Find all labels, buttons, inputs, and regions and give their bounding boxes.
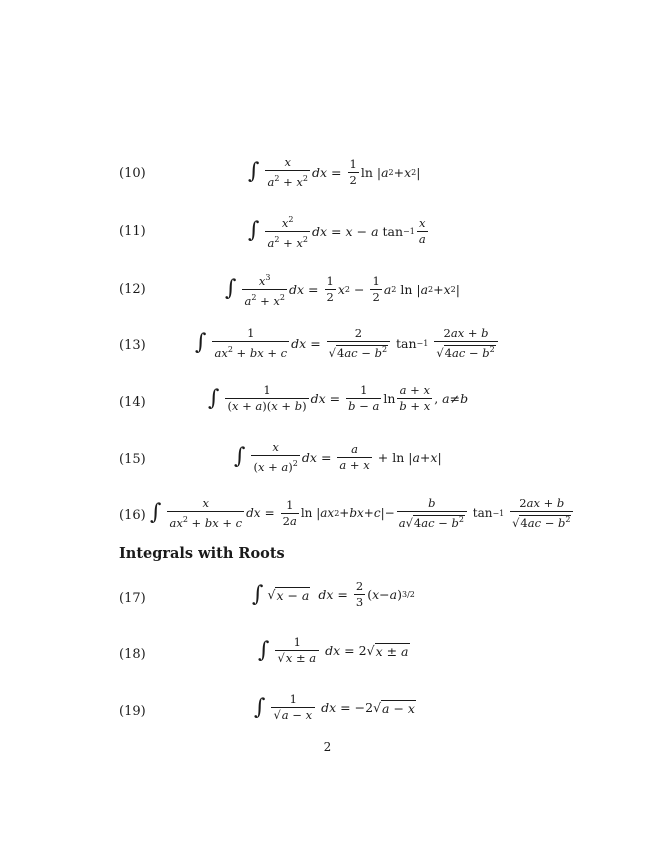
- equation-11: ∫ $\frac{x^2}{a^2 + x^2}$ dx = x − a tan −1 $\frac{x}{a}$: [248, 215, 426, 250]
- section-heading: Integrals with Roots: [119, 545, 285, 562]
- equation-number: (19): [119, 704, 146, 719]
- equation-number: (18): [119, 647, 146, 662]
- equation-17: ∫ √ x − a dx = $\frac{2}{3}$ ( x − a ) 3/2: [252, 579, 415, 609]
- equation-number: (14): [119, 395, 146, 410]
- equation-15: ∫ $\frac{x}{(x + a)^2}$ dx = $\frac{a}{a + x}$ + ln | a + x |: [234, 440, 442, 474]
- equation-13: ∫ $\frac{1}{ax^2 + bx + c}$ dx = $\frac{2}{√4ac - b^2}$ tan −1 $\frac{2ax + b}{√4ac - b^2}$: [195, 327, 500, 360]
- equation-14: ∫ $\frac{1}{(x + a)(x + b)}$ dx = $\frac{1}{b - a}$ ln $\frac{a + x}{b + x}$ , a ≠ b: [208, 383, 469, 413]
- equation-number: (17): [119, 591, 146, 606]
- equation-16: ∫ $\frac{x}{ax^2 + bx + c}$ dx = $\frac{1}{2a}$ ln | ax 2 + bx + c |− $\frac{b}{a√4ac - b^2}$ tan −1 $\frac{2ax + b}{√4ac - b^2}$: [150, 497, 575, 530]
- equation-10: ∫ $\frac{x}{a^2 + x^2}$ dx = $\frac{1}{2}$ ln | a 2 + x 2 |: [248, 155, 421, 189]
- equation-18: ∫ $\frac{1}{√x \pm a}$ dx = 2√ x ± a: [258, 635, 409, 665]
- equation-number: (15): [119, 452, 146, 467]
- equation-number: (13): [119, 338, 146, 353]
- equation-19: ∫ $\frac{1}{√a - x}$ dx = −2√ a − x: [254, 692, 415, 722]
- equation-number: (12): [119, 282, 146, 297]
- equation-12: ∫ $\frac{x^3}{a^2 + x^2}$ dx = $\frac{1}{2}$ x 2 − $\frac{1}{2}$ a 2 ln | a 2 + x 2 |: [225, 273, 460, 308]
- equation-number: (16): [119, 508, 146, 523]
- equation-number: (11): [119, 224, 146, 239]
- page-number: 2: [323, 740, 332, 754]
- equation-number: (10): [119, 166, 146, 181]
